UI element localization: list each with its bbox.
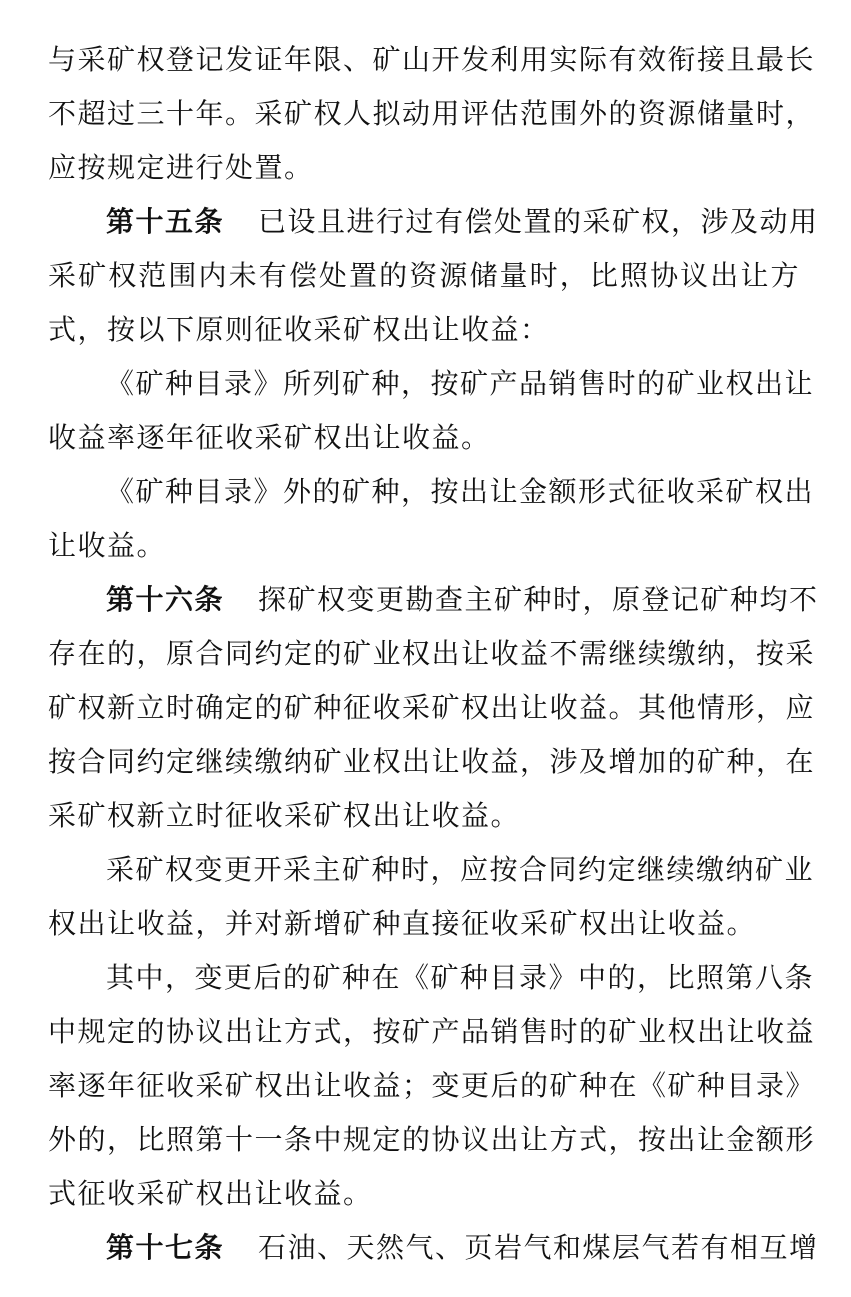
article-15-first-line bbox=[106, 195, 819, 249]
article-heading: 第十七条 bbox=[106, 1231, 225, 1264]
text-line: 按合同约定继续缴纳矿业权出让收益，涉及增加的矿种，在 bbox=[48, 745, 816, 778]
text-line: 让收益。 bbox=[48, 529, 167, 562]
text-line: 外的，比照第十一条中规定的协议出让方式，按出让金额形 bbox=[48, 1123, 816, 1156]
text-line: 《矿种目录》所列矿种，按矿产品销售时的矿业权出让 bbox=[106, 367, 815, 400]
article-16-first-line bbox=[106, 573, 819, 627]
text-line: 式，按以下原则征收采矿权出让收益： bbox=[48, 313, 550, 346]
text-line: 与采矿权登记发证年限、矿山开发利用实际有效衔接且最长 bbox=[48, 43, 816, 76]
article-heading: 第十六条 bbox=[106, 583, 225, 616]
article-text: 探矿权变更勘查主矿种时，原登记矿种均不 bbox=[258, 583, 819, 616]
text-line: 矿权新立时确定的矿种征收采矿权出让收益。其他情形，应 bbox=[48, 691, 816, 724]
text-line: 收益率逐年征收采矿权出让收益。 bbox=[48, 421, 491, 454]
text-line: 中规定的协议出让方式，按矿产品销售时的矿业权出让收益 bbox=[48, 1015, 816, 1048]
text-line: 采矿权变更开采主矿种时，应按合同约定继续缴纳矿业 bbox=[106, 853, 815, 886]
text-line: 应按规定进行处置。 bbox=[48, 151, 314, 184]
text-line: 不超过三十年。采矿权人拟动用评估范围外的资源储量时， bbox=[48, 97, 816, 130]
text-line: 式征收采矿权出让收益。 bbox=[48, 1177, 373, 1210]
article-text: 石油、天然气、页岩气和煤层气若有相互增 bbox=[258, 1231, 819, 1264]
article-17-first-line bbox=[106, 1221, 819, 1275]
text-line: 其中，变更后的矿种在《矿种目录》中的，比照第八条 bbox=[106, 961, 815, 994]
text-line: 采矿权新立时征收采矿权出让收益。 bbox=[48, 799, 521, 832]
text-line: 采矿权范围内未有偿处置的资源储量时，比照协议出让方 bbox=[48, 259, 800, 292]
text-line: 《矿种目录》外的矿种，按出让金额形式征收采矿权出 bbox=[106, 475, 815, 508]
text-line: 存在的，原合同约定的矿业权出让收益不需继续缴纳，按采 bbox=[48, 637, 816, 670]
text-line: 权出让收益，并对新增矿种直接征收采矿权出让收益。 bbox=[48, 907, 757, 940]
article-heading: 第十五条 bbox=[106, 205, 225, 238]
text-line: 率逐年征收采矿权出让收益；变更后的矿种在《矿种目录》 bbox=[48, 1069, 816, 1102]
article-text: 已设且进行过有偿处置的采矿权，涉及动用 bbox=[258, 205, 819, 238]
